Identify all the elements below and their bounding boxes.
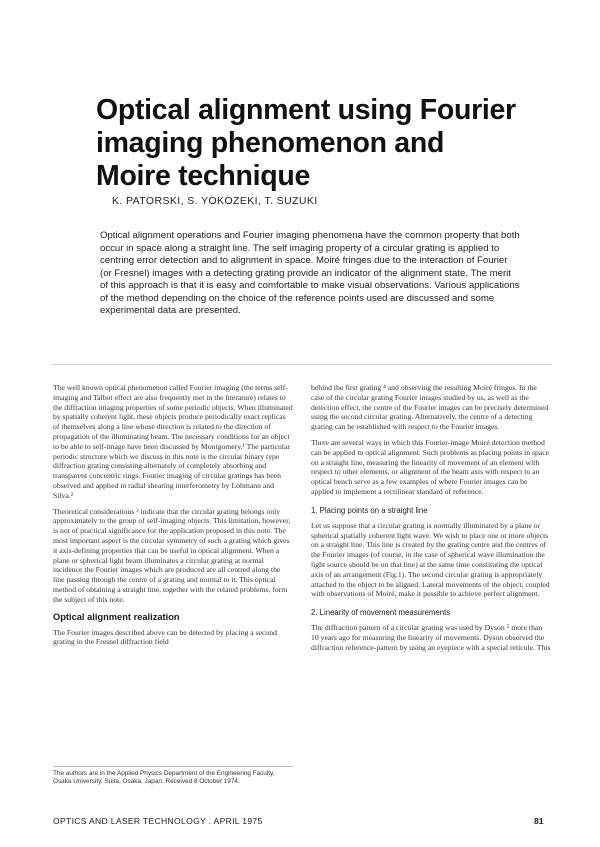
section-divider <box>52 364 552 365</box>
right-column <box>311 383 551 659</box>
body-paragraph: The Fourier images described above can be detected by placing a second grating in the Fresnel diffraction field <box>53 627 277 647</box>
body-paragraph: There are several ways in which this Fourier-image Moiré detection method can be applied to optical alignment. Such problems as placing points in space on a straight line, measuring the linearity of movement of an element with respect to other elements, or alignment of the beam axis with respect to an optical bench serve as a few examples of where Fourier images can be applied to implement a rectilinear standard of reference. <box>311 437 550 496</box>
subsection-heading: 2. Linearity of movement measurements <box>311 608 451 618</box>
body-paragraph: Theoretical considerations ³ indicate that the circular grating belongs only approximately to the group of self-imaging objects. This limitation, however, is not of practical significance for the application proposed in this note. The most important aspect is the circular symmetry of such a grating which gives it axis-defining properties that can be useful in optical alignment. When a plane or spherical light beam illuminates a circular grating at normal incidence the Fourier images which are produced are all centred along the line passing through the centre of a grating and normal to it. This optical method of obtaining a straight line, together with the related problems, form the subject of this note. <box>53 506 291 604</box>
body-paragraph: The well known optical phenomenon called Fourier imaging (the terms self-imaging and Talbot effect are also frequently met in the literature) relates to the diffraction imaging properties of some periodic objects. When illuminated by spatially coherent light, these objects produce periodically exact replicas of themselves along a line whose direction is related to the direction of propagation of the illuminating beam. The necessary conditions for an object to be able to self-image have been discussed by Montgomery.¹ The particular periodic structure which we discuss in this note is the circular binary type diffraction grating consisting alternately of completely absorbing and transparent concentric rings. Fourier imaging of circular gratings has been observed and applied in radial shearing interferometry by Lohmann and Silva.² <box>53 383 293 500</box>
article-title: Optical alignment using Fourier imaging phenomenon and Moire technique <box>96 94 516 192</box>
body-paragraph: behind the first grating ⁴ and observing the resulting Moiré fringes. In the case of the circular grating Fourier images studied by us, as well as the detection effect, the centre of the Fourier images can be precisely determined using the second circular grating. Alternatively, the centre of a detecting grating can be established with respect to the Fourier images. <box>311 383 549 432</box>
page-number: 81 <box>534 816 544 826</box>
section-heading: Optical alignment realization <box>53 611 180 622</box>
body-paragraph: Let us suppose that a circular grating is normally illuminated by a plane or spherical spatially coherent light wave. We wish to place one or more objects on a straight line. This line is created by the grating centre and the centres of the Fourier images (of course, in the case of spherical wave illumination the light source should be on that line) at the same time constituting the optical axis of an arrangement (Fig.1). The second circular grating is appropriately attached to the object to be aligned. Lateral movements of the object, coupled with observations of Moiré, make it possible to achieve perfect alignment. <box>311 520 550 599</box>
left-column <box>53 383 293 653</box>
author-list: K. PATORSKI, S. YOKOZEKI, T. SUZUKI <box>112 195 318 207</box>
subsection-heading: 1. Placing points on a straight line <box>311 505 428 515</box>
footnote-divider <box>53 766 293 767</box>
journal-footer: OPTICS AND LASER TECHNOLOGY . APRIL 1975 <box>53 816 263 826</box>
body-paragraph: The diffraction pattern of a circular grating was used by Dyson ⁵ more than 10 years ago for measuring the linearity of movements. Dyson observed the diffraction reference-pattern by using an eyepiece with a special reticule. This <box>311 623 551 652</box>
footnote: The authors are in the Applied Physics Department of the Engineering Faculty, Osaka University, Suita, Osaka, Japan. Received 8 October 1974. <box>53 770 275 785</box>
abstract-text: Optical alignment operations and Fourier imaging phenomena have the common property that both occur in space along a straight line. The self imaging property of a circular grating is applied to centring error detection and to alignment in space. Moiré fringes due to the interaction of Fourier (or Fresnel) images with a detecting grating provide an indicator of the alignment state. The merit of this approach is that it is easy and comfortable to make visual observations. Various applications of the method depending on the choice of the reference points used are discussed and some experimental data are presented. <box>100 230 520 316</box>
abstract <box>100 230 520 318</box>
